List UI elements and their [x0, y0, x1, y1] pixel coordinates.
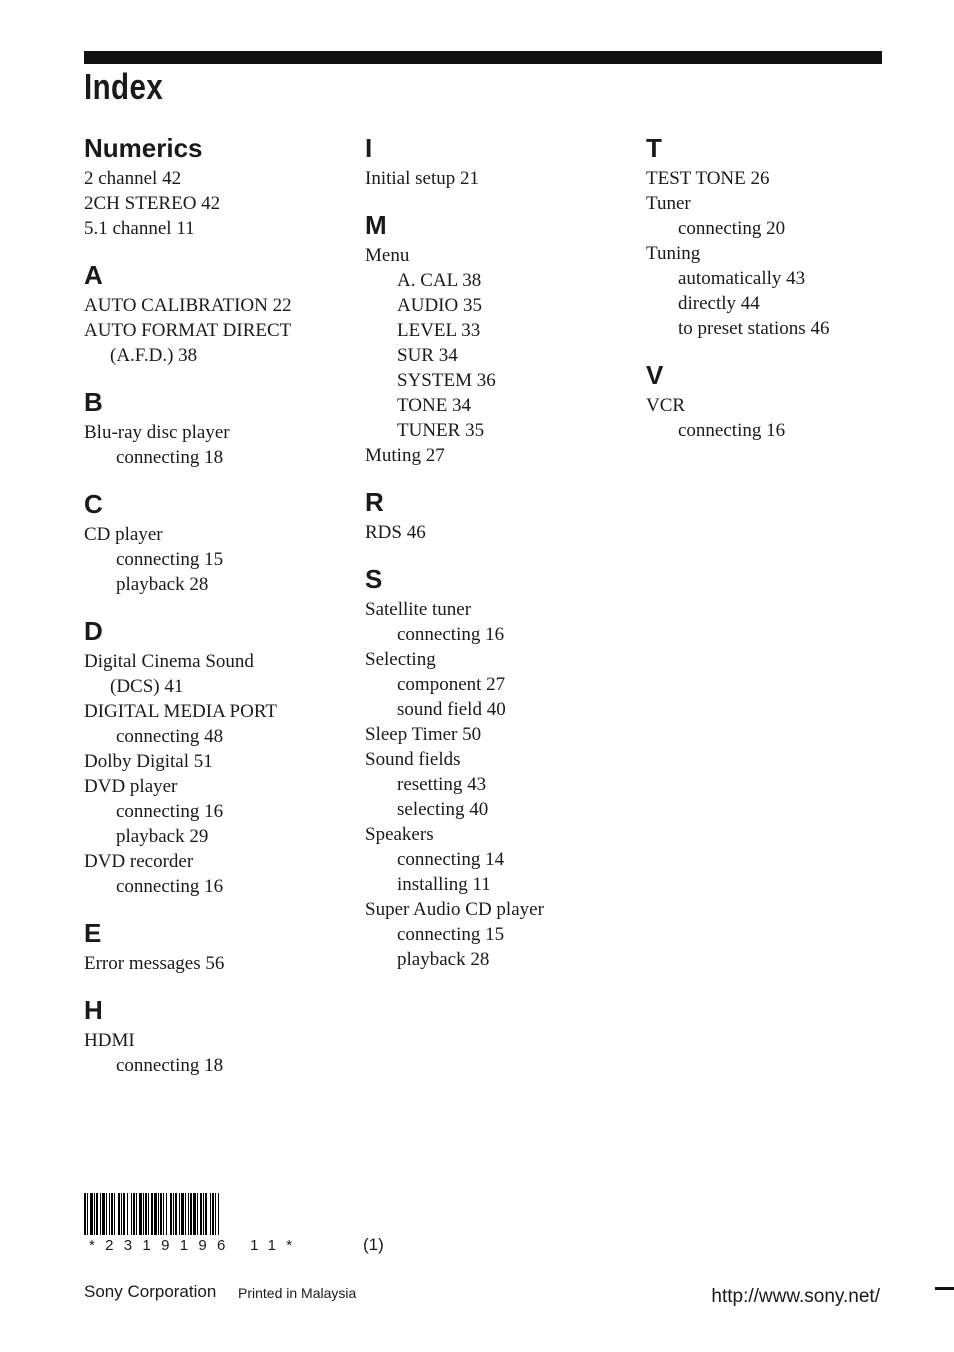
index-entry: Tuning — [646, 243, 701, 264]
index-entry: (DCS) 41 — [110, 676, 184, 697]
index-section — [84, 486, 354, 597]
index-entry: 5.1 channel 11 — [84, 218, 195, 239]
index-subentry: AUDIO 35 — [397, 295, 482, 316]
index-entry: RDS 46 — [365, 522, 426, 543]
index-subentry: SYSTEM 36 — [397, 370, 496, 391]
index-entry: Error messages 56 — [84, 953, 225, 974]
index-entry: DVD player — [84, 776, 178, 797]
index-section — [365, 207, 635, 468]
entry-list — [84, 951, 354, 976]
index-subentry: connecting 18 — [116, 1055, 224, 1076]
index-section — [365, 130, 635, 191]
index-section — [84, 257, 354, 368]
top-rule — [84, 51, 882, 64]
entry-list — [365, 597, 635, 972]
index-column-1 — [84, 130, 354, 1094]
index-subentry: connecting 18 — [116, 447, 224, 468]
section-heading: I — [365, 133, 373, 163]
index-entry: AUTO CALIBRATION 22 — [84, 295, 292, 316]
index-entry: VCR — [646, 395, 686, 416]
index-entry: 2 channel 42 — [84, 168, 182, 189]
entry-list — [646, 393, 916, 443]
index-entry: Selecting — [365, 649, 436, 670]
index-section — [646, 130, 916, 341]
index-subentry: TUNER 35 — [397, 420, 485, 441]
entry-list — [84, 522, 354, 597]
section-heading: E — [84, 918, 102, 948]
index-subentry: connecting 16 — [116, 801, 224, 822]
printed-in: Printed in Malaysia — [238, 1285, 357, 1301]
index-entry: Initial setup 21 — [365, 168, 479, 189]
section-heading: D — [84, 616, 103, 646]
index-subentry: playback 28 — [116, 574, 209, 595]
index-entry: Sleep Timer 50 — [365, 724, 482, 745]
index-section — [365, 561, 635, 972]
index-entry: DVD recorder — [84, 851, 194, 872]
entry-list — [84, 166, 354, 241]
barcode-number: *2319196 11* — [89, 1237, 303, 1254]
entry-list — [646, 166, 916, 341]
section-heading: B — [84, 387, 103, 417]
index-entry: Muting 27 — [365, 445, 445, 466]
entry-list — [84, 649, 354, 899]
index-section — [84, 915, 354, 976]
index-section — [84, 992, 354, 1078]
index-section — [84, 613, 354, 899]
index-entry: Blu-ray disc player — [84, 422, 230, 443]
index-entry: CD player — [84, 524, 163, 545]
print-run: (1) — [363, 1235, 384, 1254]
company-name: Sony Corporation — [84, 1282, 217, 1301]
entry-list — [84, 293, 354, 368]
section-heading: Numerics — [84, 133, 203, 163]
index-subentry: selecting 40 — [397, 799, 489, 820]
index-entry: (A.F.D.) 38 — [110, 345, 198, 366]
entry-list — [84, 420, 354, 470]
section-heading: C — [84, 489, 103, 519]
entry-list — [365, 520, 635, 545]
index-section — [365, 484, 635, 545]
index-subentry: SUR 34 — [397, 345, 458, 366]
index-subentry: to preset stations 46 — [678, 318, 830, 339]
section-heading: S — [365, 564, 383, 594]
index-subentry: connecting 16 — [116, 876, 224, 897]
index-entry: Super Audio CD player — [365, 899, 544, 920]
index-subentry: connecting 15 — [397, 924, 505, 945]
edge-mark — [935, 1287, 954, 1290]
barcode — [84, 1193, 356, 1235]
index-subentry: component 27 — [397, 674, 506, 695]
index-section — [646, 357, 916, 443]
section-heading: V — [646, 360, 664, 390]
index-entry: 2CH STEREO 42 — [84, 193, 221, 214]
barcode-bar — [219, 1193, 220, 1235]
index-entry: Sound fields — [365, 749, 461, 770]
index-entry: TEST TONE 26 — [646, 168, 770, 189]
index-subentry: connecting 16 — [678, 420, 786, 441]
index-subentry: directly 44 — [678, 293, 760, 314]
index-entry: HDMI — [84, 1030, 135, 1051]
entry-list — [365, 243, 635, 468]
index-entry: Satellite tuner — [365, 599, 472, 620]
index-column-2 — [365, 130, 635, 988]
index-subentry: automatically 43 — [678, 268, 806, 289]
index-entry: Digital Cinema Sound — [84, 651, 254, 672]
index-subentry: installing 11 — [397, 874, 491, 895]
entry-list — [365, 166, 635, 191]
section-heading: M — [365, 210, 387, 240]
index-entry: Dolby Digital 51 — [84, 751, 213, 772]
index-subentry: resetting 43 — [397, 774, 487, 795]
index-subentry: TONE 34 — [397, 395, 472, 416]
index-entry: Tuner — [646, 193, 691, 214]
index-section — [84, 130, 354, 241]
page-title: Index — [84, 66, 164, 107]
index-subentry: connecting 20 — [678, 218, 786, 239]
index-subentry: connecting 48 — [116, 726, 224, 747]
index-entry: AUTO FORMAT DIRECT — [84, 320, 292, 341]
index-subentry: playback 28 — [397, 949, 490, 970]
index-subentry: playback 29 — [116, 826, 209, 847]
website-link[interactable]: http://www.sony.net/ — [711, 1286, 880, 1307]
index-subentry: sound field 40 — [397, 699, 506, 720]
index-entry: Speakers — [365, 824, 434, 845]
index-subentry: connecting 16 — [397, 624, 505, 645]
index-column-3 — [646, 130, 916, 459]
index-subentry: connecting 14 — [397, 849, 505, 870]
index-section — [84, 384, 354, 470]
entry-list — [84, 1028, 354, 1078]
index-subentry: LEVEL 33 — [397, 320, 481, 341]
section-heading: T — [646, 133, 662, 163]
section-heading: A — [84, 260, 103, 290]
index-subentry: connecting 15 — [116, 549, 224, 570]
index-entry: DIGITAL MEDIA PORT — [84, 701, 277, 722]
index-entry: Menu — [365, 245, 410, 266]
section-heading: H — [84, 995, 103, 1025]
section-heading: R — [365, 487, 384, 517]
index-subentry: A. CAL 38 — [397, 270, 482, 291]
